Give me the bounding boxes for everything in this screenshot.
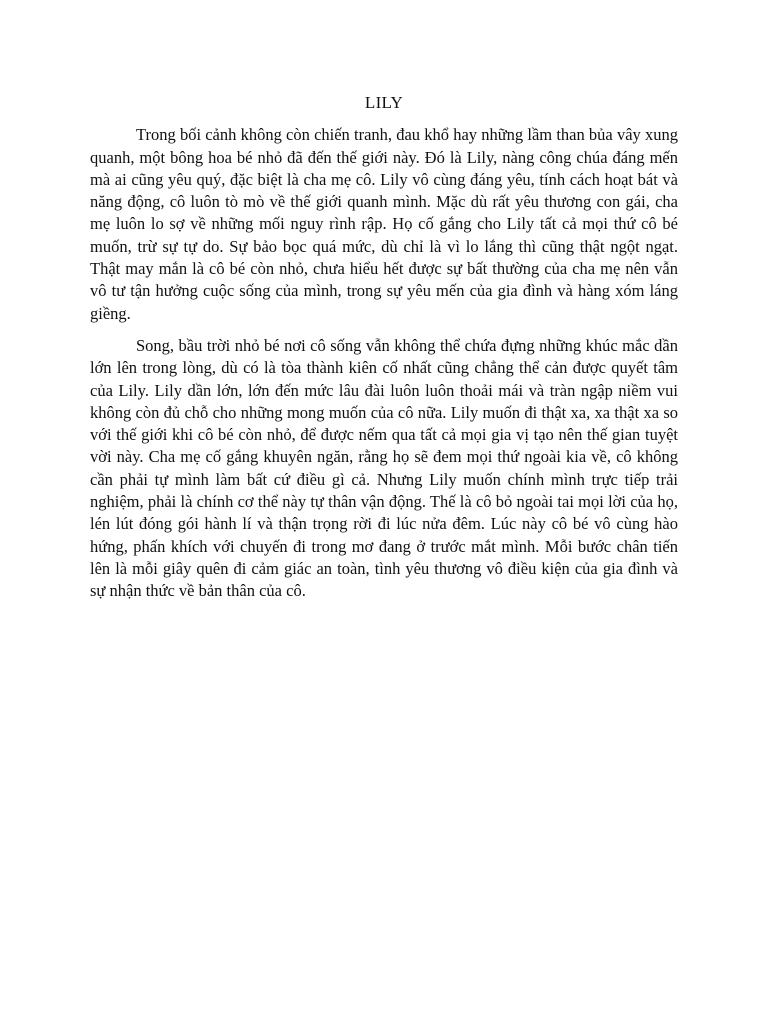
document-title: LILY — [364, 93, 404, 112]
paragraph-1: Trong bối cảnh không còn chiến tranh, đau khổ hay những lầm than bủa vây xung quanh, một bông hoa bé nhỏ đã đến thế giới này. Đó là Lily, nàng công chúa đáng mến mà ai cũng yêu quý, đặc biệt là cha mẹ cô. Lily vô cùng đáng yêu, tính cách hoạt bát và năng động, cô luôn tò mò về thế giới quanh mình. Mặc dù rất yêu thương con gái, cha mẹ luôn lo sợ về những mối nguy rình rập. Họ cố gắng cho Lily tất cả mọi thứ cô bé muốn, trừ sự tự do. Sự bảo bọc quá mức, dù chỉ là vì lo lắng thì cũng thật ngột ngạt. Thật may mắn là cô bé còn nhỏ, chưa hiểu hết được sự bất thường của cha mẹ nên vẫn vô tư tận hưởng cuộc sống của mình, trong sự yêu mến của gia đình và hàng xóm láng giềng. — [90, 125, 678, 323]
document-page — [90, 92, 678, 613]
paragraph-2: Song, bầu trời nhỏ bé nơi cô sống vẫn không thể chứa đựng những khúc mắc dần lớn lên trong lòng, dù có là tòa thành kiên cố nhất cũng chẳng thể cản được quyết tâm của Lily. Lily dần lớn, lớn đến mức lâu đài luôn luôn thoải mái và tràn ngập niềm vui không còn đủ chỗ cho những mong muốn của cô nữa. Lily muốn đi thật xa, xa thật xa so với thế giới khi cô bé còn nhỏ, để được nếm qua tất cả mọi gia vị tạo nên thế gian tuyệt vời này. Cha mẹ cố gắng khuyên ngăn, rằng họ sẽ đem mọi thứ ngoài kia về, cô không cần phải tự mình làm bất cứ điều gì cả. Nhưng Lily muốn chính mình trực tiếp trải nghiệm, phải là chính cơ thể này tự thân vận động. Thế là cô bỏ ngoài tai mọi lời của họ, lén lút đóng gói hành lí và thận trọng rời đi lúc nửa đêm. Lúc này cô bé vô cùng hào hứng, phấn khích với chuyến đi trong mơ đang ở trước mắt mình. Mỗi bước chân tiến lên là mỗi giây quên đi cảm giác an toàn, tình yêu thương vô điều kiện của gia đình và sự nhận thức về bản thân của cô. — [90, 335, 678, 601]
